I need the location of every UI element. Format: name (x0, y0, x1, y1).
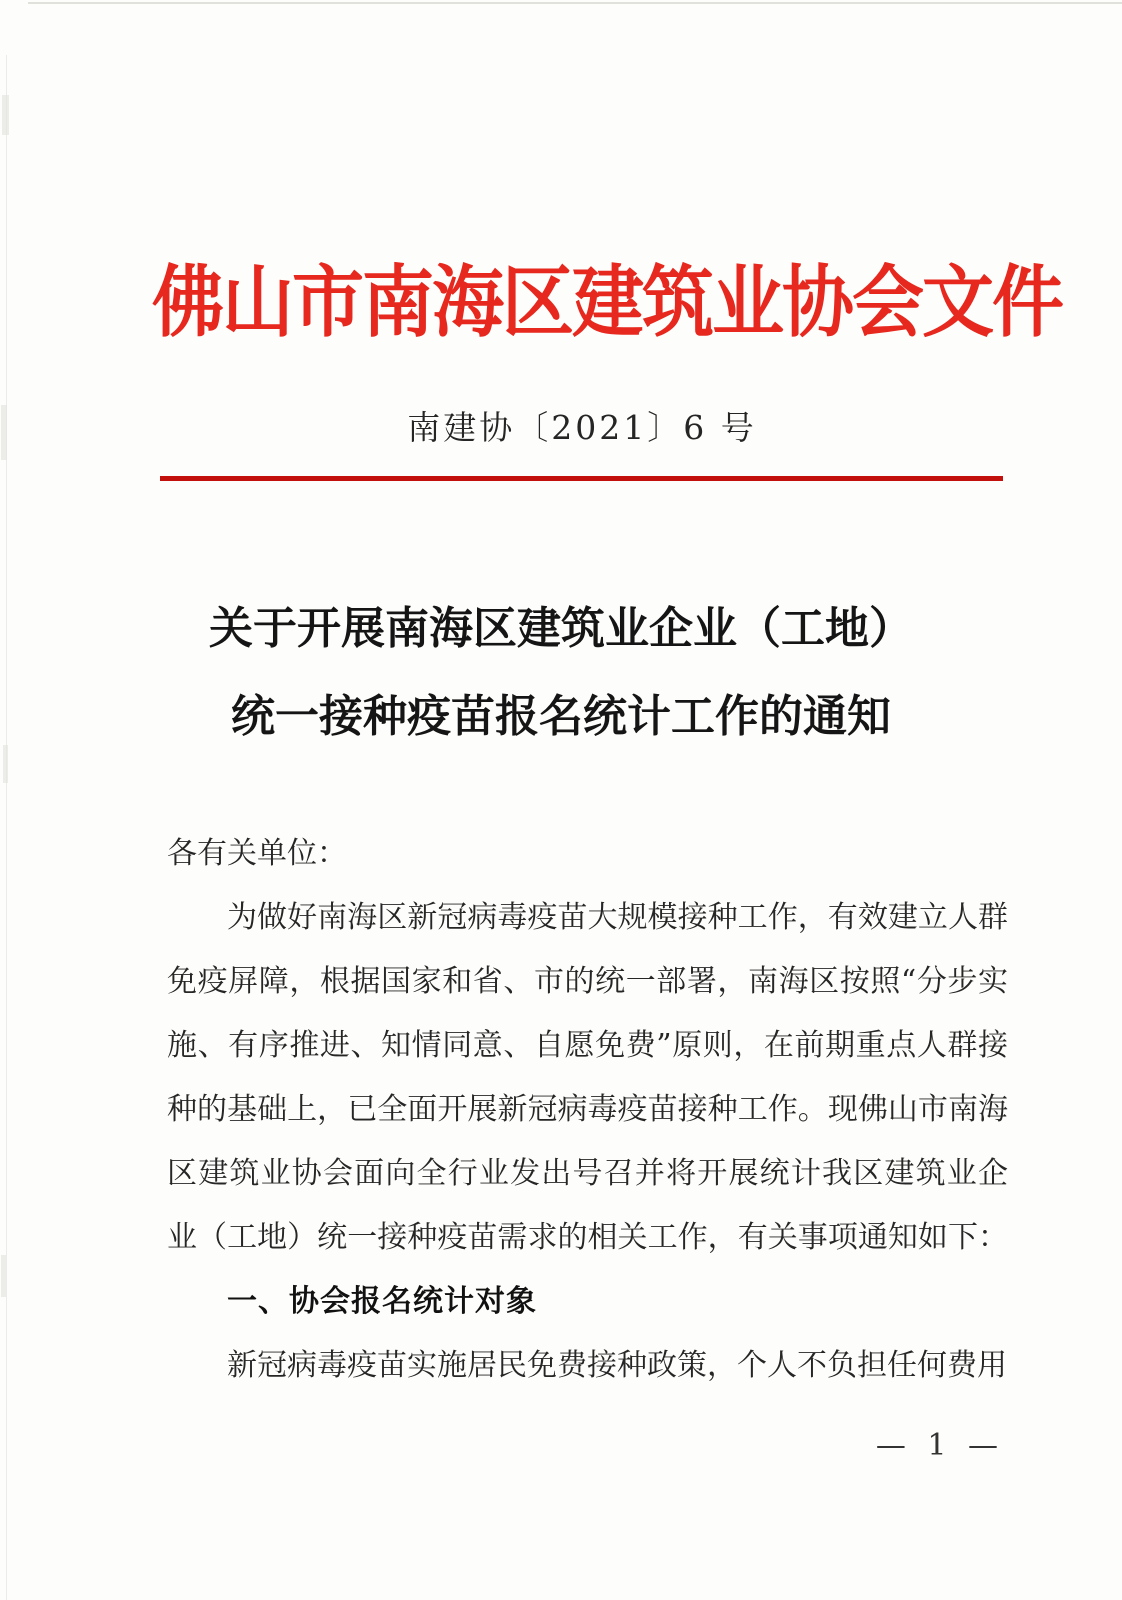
letterhead-org-title: 佛山市南海区建筑业协会文件 (152, 256, 1063, 348)
document-body (167, 822, 1008, 1398)
scan-smudge (1, 405, 7, 460)
scan-edge-artifact-top (28, 2, 1122, 4)
document-title-line2: 统一接种疫苗报名统计工作的通知 (231, 691, 891, 742)
scan-smudge (2, 95, 9, 135)
salutation: 各有关单位： (167, 836, 347, 871)
paragraph1-line5: 区建筑业协会面向全行业发出号召并将开展统计我区建筑业企 (167, 1156, 1008, 1191)
paragraph1-line4: 种的基础上，已全面开展新冠病毒疫苗接种工作。现佛山市南海 (167, 1092, 1008, 1127)
red-divider-line (160, 476, 1003, 481)
document-title-line1: 关于开展南海区建筑业企业（工地） (209, 603, 913, 654)
scan-smudge (3, 745, 8, 783)
section1-heading: 一、协会报名统计对象 (227, 1284, 537, 1319)
scan-edge-artifact-left (6, 55, 7, 1600)
document-number: 南建协〔2021〕6 号 (407, 408, 757, 447)
scan-smudge (1, 1255, 6, 1297)
paragraph1-line6: 业（工地）统一接种疫苗需求的相关工作，有关事项通知如下： (167, 1220, 1008, 1255)
paragraph1-line3: 施、有序推进、知情同意、自愿免费”原则，在前期重点人群接 (167, 1028, 1008, 1063)
paragraph1-line2: 免疫屏障，根据国家和省、市的统一部署，南海区按照“分步实 (167, 964, 1008, 999)
paragraph1-line1: 为做好南海区新冠病毒疫苗大规模接种工作，有效建立人群 (227, 900, 1008, 935)
page-number: — 1 — (875, 1428, 1004, 1463)
paragraph2-line1: 新冠病毒疫苗实施居民免费接种政策，个人不负担任何费用 (227, 1348, 1007, 1383)
